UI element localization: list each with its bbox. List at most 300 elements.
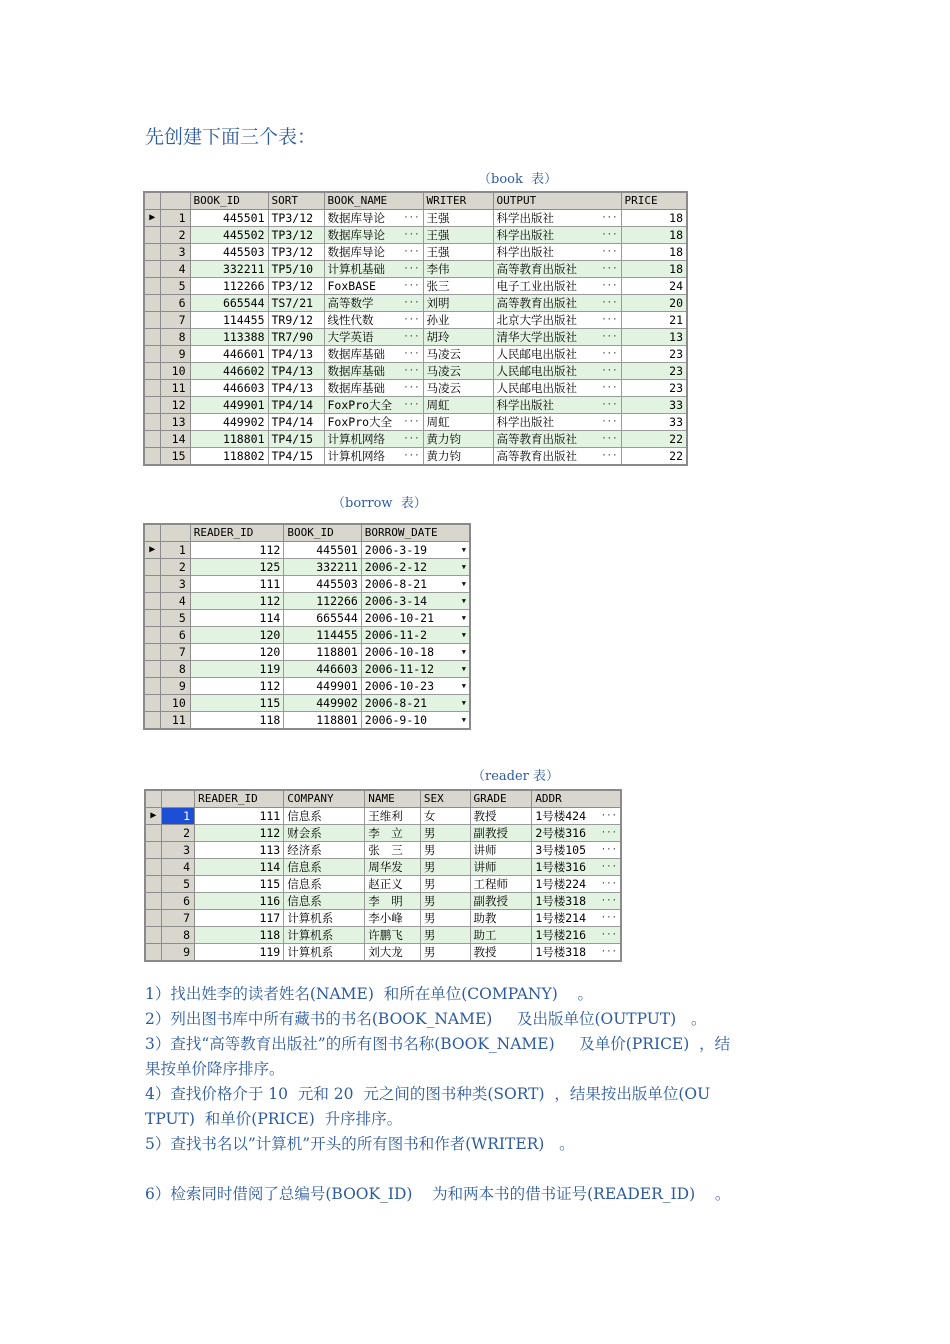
table-cell[interactable]: 120 (190, 644, 284, 661)
table-cell[interactable]: 刘明 (423, 295, 493, 312)
table-cell[interactable]: 财会系 (284, 825, 365, 842)
table-row[interactable] (144, 278, 687, 295)
table-row[interactable] (145, 825, 621, 842)
book-table-caption: （book 表） (478, 172, 558, 187)
table-row[interactable] (144, 244, 687, 261)
table-cell[interactable]: 高等教育出版社 ··· (493, 448, 621, 466)
table-cell[interactable]: 332211 (284, 559, 361, 576)
table-cell[interactable]: 科学出版社 ··· (493, 244, 621, 261)
table-cell[interactable]: 马凌云 (423, 346, 493, 363)
current-row-indicator-icon[interactable]: ▶ (144, 542, 160, 559)
column-header[interactable]: BOOK_NAME (324, 192, 423, 210)
table-cell[interactable]: 数据库基础 ··· (324, 363, 423, 380)
table-cell[interactable]: 114 (195, 859, 284, 876)
table-row[interactable] (144, 644, 470, 661)
table-cell[interactable]: 王强 (423, 244, 493, 261)
table-cell[interactable]: 112 (190, 542, 284, 559)
table-cell[interactable]: 118 (190, 712, 284, 730)
row-selector[interactable] (145, 825, 161, 842)
table-cell[interactable]: 445503 (284, 576, 361, 593)
table-cell[interactable]: 张三 (423, 278, 493, 295)
table-cell[interactable]: 黄力钧 (423, 431, 493, 448)
table-cell[interactable]: 112266 (284, 593, 361, 610)
table-cell[interactable]: 张 三 (365, 842, 421, 859)
table-cell[interactable]: 2006-8-21 ▼ (361, 576, 470, 593)
table-row[interactable] (145, 893, 621, 910)
row-selector[interactable] (144, 644, 160, 661)
row-selector[interactable] (144, 559, 160, 576)
table-cell[interactable]: 2006-2-12 ▼ (361, 559, 470, 576)
table-cell[interactable]: 李伟 (423, 261, 493, 278)
table-cell[interactable]: 23 (621, 380, 687, 397)
table-cell[interactable]: 118802 (190, 448, 268, 466)
table-cell[interactable]: 1号楼424 ··· (532, 808, 621, 825)
table-cell[interactable]: 男 (420, 893, 470, 910)
header-row (144, 192, 687, 210)
table-cell[interactable]: 24 (621, 278, 687, 295)
reader-table (144, 789, 622, 962)
table-cell[interactable]: 信息系 (284, 808, 365, 825)
row-number: 3 (160, 576, 190, 593)
table-cell[interactable]: 王强 (423, 210, 493, 227)
table-cell[interactable]: 3号楼105 ··· (532, 842, 621, 859)
table-row[interactable] (144, 559, 470, 576)
reader-table-caption: （reader 表） (472, 769, 560, 784)
row-number: 6 (160, 295, 190, 312)
table-cell[interactable]: 讲师 (470, 842, 532, 859)
current-row-indicator-icon[interactable]: ▶ (145, 808, 161, 825)
row-number: 13 (160, 414, 190, 431)
row-selector[interactable] (144, 380, 160, 397)
table-cell[interactable]: 孙业 (423, 312, 493, 329)
table-cell[interactable]: TP4/13 (268, 363, 324, 380)
table-cell[interactable]: 1号楼224 ··· (532, 876, 621, 893)
row-selector[interactable] (145, 893, 161, 910)
table-cell[interactable]: 高等教育出版社 ··· (493, 295, 621, 312)
table-cell[interactable]: TP5/10 (268, 261, 324, 278)
table-row[interactable] (145, 876, 621, 893)
table-cell[interactable]: 信息系 (284, 893, 365, 910)
table-cell[interactable]: FoxPro大全 ··· (324, 397, 423, 414)
column-header[interactable]: OUTPUT (493, 192, 621, 210)
table-cell[interactable]: 33 (621, 414, 687, 431)
table-cell[interactable]: 人民邮电出版社 ··· (493, 380, 621, 397)
question-1: 1）找出姓李的读者姓名(NAME) 和所在单位(COMPANY) 。 (145, 985, 593, 1003)
table-row[interactable] (144, 448, 687, 466)
table-cell[interactable]: 男 (420, 876, 470, 893)
row-selector[interactable] (144, 227, 160, 244)
row-selector[interactable] (145, 876, 161, 893)
table-row[interactable] (144, 380, 687, 397)
table-cell[interactable]: 副教授 (470, 825, 532, 842)
table-row[interactable] (144, 363, 687, 380)
row-selector[interactable] (144, 448, 160, 466)
table-cell[interactable]: 23 (621, 346, 687, 363)
row-number: 6 (161, 893, 194, 910)
row-number: 3 (161, 842, 194, 859)
table-cell[interactable]: 446601 (190, 346, 268, 363)
table-cell[interactable]: 2006-11-2 ▼ (361, 627, 470, 644)
table-cell[interactable]: TP3/12 (268, 227, 324, 244)
table-cell[interactable]: 449901 (190, 397, 268, 414)
table-cell[interactable]: 马凌云 (423, 380, 493, 397)
table-cell[interactable]: 1号楼318 ··· (532, 944, 621, 962)
table-cell[interactable]: 教授 (470, 944, 532, 962)
row-selector[interactable] (144, 576, 160, 593)
table-cell[interactable]: 1号楼318 ··· (532, 893, 621, 910)
table-cell[interactable]: TP4/14 (268, 397, 324, 414)
table-cell[interactable]: TP4/13 (268, 380, 324, 397)
question-6: 6）检索同时借阅了总编号(BOOK_ID) 为和两本书的借书证号(READER_ID) 。 (145, 1185, 731, 1203)
table-cell[interactable]: 周虹 (423, 414, 493, 431)
table-cell[interactable]: TP3/12 (268, 210, 324, 227)
row-selector[interactable] (144, 678, 160, 695)
table-cell[interactable]: 高等教育出版社 ··· (493, 261, 621, 278)
table-row[interactable] (144, 329, 687, 346)
table-cell[interactable]: 115 (190, 695, 284, 712)
table-cell[interactable]: 18 (621, 261, 687, 278)
table-cell[interactable]: 2006-9-10 ▼ (361, 712, 470, 730)
table-cell[interactable]: 23 (621, 363, 687, 380)
table-row[interactable] (145, 944, 621, 962)
table-cell[interactable]: 116 (195, 893, 284, 910)
table-cell[interactable]: 125 (190, 559, 284, 576)
table-cell[interactable]: 13 (621, 329, 687, 346)
table-cell[interactable]: 赵正义 (365, 876, 421, 893)
table-row[interactable] (144, 397, 687, 414)
row-number: 9 (161, 944, 194, 962)
column-header[interactable]: COMPANY (284, 790, 365, 808)
row-selector[interactable] (144, 431, 160, 448)
table-cell[interactable]: 449901 (284, 678, 361, 695)
table-cell[interactable]: 1号楼216 ··· (532, 927, 621, 944)
row-selector[interactable] (144, 363, 160, 380)
table-cell[interactable]: 北京大学出版社 ··· (493, 312, 621, 329)
table-cell[interactable]: 112 (190, 678, 284, 695)
table-cell[interactable]: TP3/12 (268, 278, 324, 295)
column-header[interactable]: SORT (268, 192, 324, 210)
table-cell[interactable]: TP4/15 (268, 448, 324, 466)
table-row[interactable] (144, 678, 470, 695)
table-cell[interactable]: 22 (621, 448, 687, 466)
table-cell[interactable]: 李 立 (365, 825, 421, 842)
row-selector[interactable] (144, 329, 160, 346)
table-cell[interactable]: 112 (195, 825, 284, 842)
table-row[interactable] (145, 910, 621, 927)
table-row[interactable] (144, 542, 470, 559)
table-cell[interactable]: FoxBASE ··· (324, 278, 423, 295)
row-number: 3 (160, 244, 190, 261)
table-row[interactable] (144, 695, 470, 712)
row-number: 7 (160, 644, 190, 661)
table-cell[interactable]: 118801 (284, 644, 361, 661)
row-selector[interactable] (144, 695, 160, 712)
table-cell[interactable]: 665544 (190, 295, 268, 312)
table-cell[interactable]: TP4/15 (268, 431, 324, 448)
table-cell[interactable]: 445502 (190, 227, 268, 244)
table-cell[interactable]: 2006-3-19 ▼ (361, 542, 470, 559)
table-cell[interactable]: 数据库导论 ··· (324, 227, 423, 244)
table-cell[interactable]: TS7/21 (268, 295, 324, 312)
table-cell[interactable]: 449902 (190, 414, 268, 431)
table-row[interactable] (144, 576, 470, 593)
table-cell[interactable]: 黄力钧 (423, 448, 493, 466)
table-row[interactable] (144, 227, 687, 244)
table-cell[interactable]: 119 (190, 661, 284, 678)
table-cell[interactable]: 445501 (190, 210, 268, 227)
table-cell[interactable]: 科学出版社 ··· (493, 227, 621, 244)
table-cell[interactable]: 665544 (284, 610, 361, 627)
row-selector[interactable] (144, 278, 160, 295)
table-cell[interactable]: 计算机系 (284, 944, 365, 962)
column-header[interactable]: NAME (365, 790, 421, 808)
table-row[interactable] (144, 346, 687, 363)
column-header[interactable]: BORROW_DATE (361, 524, 470, 542)
table-cell[interactable]: 2006-10-21 ▼ (361, 610, 470, 627)
table-cell[interactable]: 男 (420, 910, 470, 927)
row-number: 1 (161, 808, 194, 825)
table-cell[interactable]: 113 (195, 842, 284, 859)
column-header[interactable]: PRICE (621, 192, 687, 210)
header-row (144, 524, 470, 542)
row-selector[interactable] (145, 859, 161, 876)
current-row-indicator-icon[interactable]: ▶ (144, 210, 160, 227)
table-row[interactable] (145, 859, 621, 876)
row-number: 6 (160, 627, 190, 644)
table-cell[interactable]: 120 (190, 627, 284, 644)
row-selector[interactable] (144, 627, 160, 644)
row-number: 7 (161, 910, 194, 927)
book-table (143, 191, 688, 466)
row-selector[interactable] (144, 397, 160, 414)
row-selector[interactable] (145, 842, 161, 859)
table-cell[interactable]: 女 (420, 808, 470, 825)
table-row[interactable] (144, 661, 470, 678)
row-number: 8 (160, 661, 190, 678)
table-cell[interactable]: 21 (621, 312, 687, 329)
table-row[interactable] (144, 627, 470, 644)
table-row[interactable] (144, 712, 470, 730)
table-cell[interactable]: 信息系 (284, 876, 365, 893)
table-cell[interactable]: 2006-8-21 ▼ (361, 695, 470, 712)
table-cell[interactable]: 445503 (190, 244, 268, 261)
table-cell[interactable]: 男 (420, 927, 470, 944)
table-cell[interactable]: 李小峰 (365, 910, 421, 927)
row-selector[interactable] (144, 593, 160, 610)
column-header[interactable]: WRITER (423, 192, 493, 210)
table-cell[interactable]: 332211 (190, 261, 268, 278)
table-cell[interactable]: 信息系 (284, 859, 365, 876)
table-row[interactable] (144, 431, 687, 448)
column-header[interactable]: SEX (420, 790, 470, 808)
row-number: 9 (160, 346, 190, 363)
table-cell[interactable]: 电子工业出版社 ··· (493, 278, 621, 295)
table-cell[interactable]: 1号楼214 ··· (532, 910, 621, 927)
table-cell[interactable]: 1号楼316 ··· (532, 859, 621, 876)
table-row[interactable] (144, 312, 687, 329)
table-cell[interactable]: 2006-10-23 ▼ (361, 678, 470, 695)
table-cell[interactable]: 20 (621, 295, 687, 312)
row-selector[interactable] (145, 944, 161, 962)
row-number: 8 (160, 329, 190, 346)
table-cell[interactable]: 胡玲 (423, 329, 493, 346)
table-cell[interactable]: 周虹 (423, 397, 493, 414)
table-cell[interactable]: 马凌云 (423, 363, 493, 380)
table-cell[interactable]: TP3/12 (268, 244, 324, 261)
table-cell[interactable]: 男 (420, 859, 470, 876)
table-cell[interactable]: 113388 (190, 329, 268, 346)
table-cell[interactable]: 高等数学 ··· (324, 295, 423, 312)
row-selector[interactable] (144, 295, 160, 312)
row-selector[interactable] (144, 346, 160, 363)
table-row[interactable] (144, 295, 687, 312)
table-row[interactable] (144, 210, 687, 227)
table-cell[interactable]: 18 (621, 244, 687, 261)
table-cell[interactable]: TP4/13 (268, 346, 324, 363)
table-row[interactable] (144, 610, 470, 627)
row-selector[interactable] (144, 610, 160, 627)
table-cell[interactable]: 114 (190, 610, 284, 627)
table-cell[interactable]: 计算机系 (284, 910, 365, 927)
table-cell[interactable]: 446603 (284, 661, 361, 678)
table-cell[interactable]: 男 (420, 842, 470, 859)
row-selector[interactable] (144, 712, 160, 730)
row-number: 5 (161, 876, 194, 893)
table-cell[interactable]: TR9/12 (268, 312, 324, 329)
table-cell[interactable]: 大学英语 ··· (324, 329, 423, 346)
row-number: 8 (161, 927, 194, 944)
column-header[interactable]: BOOK_ID (284, 524, 361, 542)
table-cell[interactable]: FoxPro大全 ··· (324, 414, 423, 431)
row-selector[interactable] (144, 661, 160, 678)
corner-cell (144, 192, 160, 210)
row-number: 2 (160, 227, 190, 244)
table-cell[interactable]: 男 (420, 825, 470, 842)
column-header[interactable]: READER_ID (195, 790, 284, 808)
table-cell[interactable]: 高等教育出版社 ··· (493, 431, 621, 448)
table-cell[interactable]: 114455 (190, 312, 268, 329)
table-cell[interactable]: 教授 (470, 808, 532, 825)
table-cell[interactable]: 2号楼316 ··· (532, 825, 621, 842)
table-cell[interactable]: 115 (195, 876, 284, 893)
table-cell[interactable]: 计算机系 (284, 927, 365, 944)
table-cell[interactable]: 118801 (190, 431, 268, 448)
row-number: 1 (160, 210, 190, 227)
column-header[interactable]: GRADE (470, 790, 532, 808)
table-cell[interactable]: 111 (195, 808, 284, 825)
table-cell[interactable]: 2006-11-12 ▼ (361, 661, 470, 678)
table-cell[interactable]: 112266 (190, 278, 268, 295)
borrow-table-caption: （borrow 表） (332, 496, 427, 511)
table-cell[interactable]: 清华大学出版社 ··· (493, 329, 621, 346)
table-cell[interactable]: 科学出版社 ··· (493, 397, 621, 414)
table-cell[interactable]: 讲师 (470, 859, 532, 876)
column-header[interactable]: BOOK_ID (190, 192, 268, 210)
table-cell[interactable]: 118 (195, 927, 284, 944)
table-cell[interactable]: 数据库导论 ··· (324, 244, 423, 261)
table-cell[interactable]: 18 (621, 210, 687, 227)
table-cell[interactable]: 计算机网络 ··· (324, 431, 423, 448)
table-cell[interactable]: 449902 (284, 695, 361, 712)
row-number: 5 (160, 610, 190, 627)
row-selector[interactable] (145, 910, 161, 927)
table-row[interactable] (144, 414, 687, 431)
table-cell[interactable]: 数据库基础 ··· (324, 380, 423, 397)
table-cell[interactable]: 人民邮电出版社 ··· (493, 363, 621, 380)
row-selector[interactable] (145, 927, 161, 944)
table-cell[interactable]: 周华发 (365, 859, 421, 876)
table-cell[interactable]: 副教授 (470, 893, 532, 910)
row-number: 2 (160, 559, 190, 576)
table-cell[interactable]: 33 (621, 397, 687, 414)
table-row[interactable] (144, 593, 470, 610)
table-cell[interactable]: 王维利 (365, 808, 421, 825)
table-cell[interactable]: 114455 (284, 627, 361, 644)
table-cell[interactable]: 助教 (470, 910, 532, 927)
table-cell[interactable]: 王强 (423, 227, 493, 244)
row-selector[interactable] (144, 244, 160, 261)
row-selector[interactable] (144, 414, 160, 431)
column-header[interactable]: READER_ID (190, 524, 284, 542)
table-cell[interactable]: 工程师 (470, 876, 532, 893)
table-cell[interactable]: 李 明 (365, 893, 421, 910)
table-cell[interactable]: 计算机基础 ··· (324, 261, 423, 278)
table-cell[interactable]: 数据库基础 ··· (324, 346, 423, 363)
table-cell[interactable]: TR7/90 (268, 329, 324, 346)
row-selector[interactable] (144, 261, 160, 278)
table-cell[interactable]: 数据库导论 ··· (324, 210, 423, 227)
table-cell[interactable]: 人民邮电出版社 ··· (493, 346, 621, 363)
table-cell[interactable]: 446603 (190, 380, 268, 397)
question-3-cont: 果按单价降序排序。 (145, 1060, 285, 1078)
table-cell[interactable]: 科学出版社 ··· (493, 210, 621, 227)
table-cell[interactable]: 2006-3-14 ▼ (361, 593, 470, 610)
table-cell[interactable]: 助工 (470, 927, 532, 944)
table-cell[interactable]: 117 (195, 910, 284, 927)
table-cell[interactable]: 经济系 (284, 842, 365, 859)
question-4-cont: TPUT) 和单价(PRICE) 升序排序。 (145, 1110, 403, 1128)
table-cell[interactable]: 446602 (190, 363, 268, 380)
row-number: 10 (160, 695, 190, 712)
row-number: 4 (161, 859, 194, 876)
table-cell[interactable]: 许鹏飞 (365, 927, 421, 944)
table-cell[interactable]: 线性代数 ··· (324, 312, 423, 329)
row-selector[interactable] (144, 312, 160, 329)
table-row[interactable] (145, 808, 621, 825)
table-row[interactable] (145, 927, 621, 944)
table-cell[interactable]: 18 (621, 227, 687, 244)
table-cell[interactable]: 计算机网络 ··· (324, 448, 423, 466)
table-cell[interactable]: 2006-10-18 ▼ (361, 644, 470, 661)
table-cell[interactable]: 22 (621, 431, 687, 448)
table-cell[interactable]: 112 (190, 593, 284, 610)
table-row[interactable] (144, 261, 687, 278)
row-number: 1 (160, 542, 190, 559)
table-cell[interactable]: 科学出版社 ··· (493, 414, 621, 431)
column-header[interactable]: ADDR (532, 790, 621, 808)
table-cell[interactable]: 119 (195, 944, 284, 962)
row-number: 4 (160, 593, 190, 610)
borrow-table (143, 523, 471, 730)
table-cell[interactable]: 445501 (284, 542, 361, 559)
table-cell[interactable]: 男 (420, 944, 470, 962)
table-row[interactable] (145, 842, 621, 859)
table-cell[interactable]: 118801 (284, 712, 361, 730)
table-cell[interactable]: 刘大龙 (365, 944, 421, 962)
table-cell[interactable]: 111 (190, 576, 284, 593)
row-number: 12 (160, 397, 190, 414)
table-cell[interactable]: TP4/14 (268, 414, 324, 431)
